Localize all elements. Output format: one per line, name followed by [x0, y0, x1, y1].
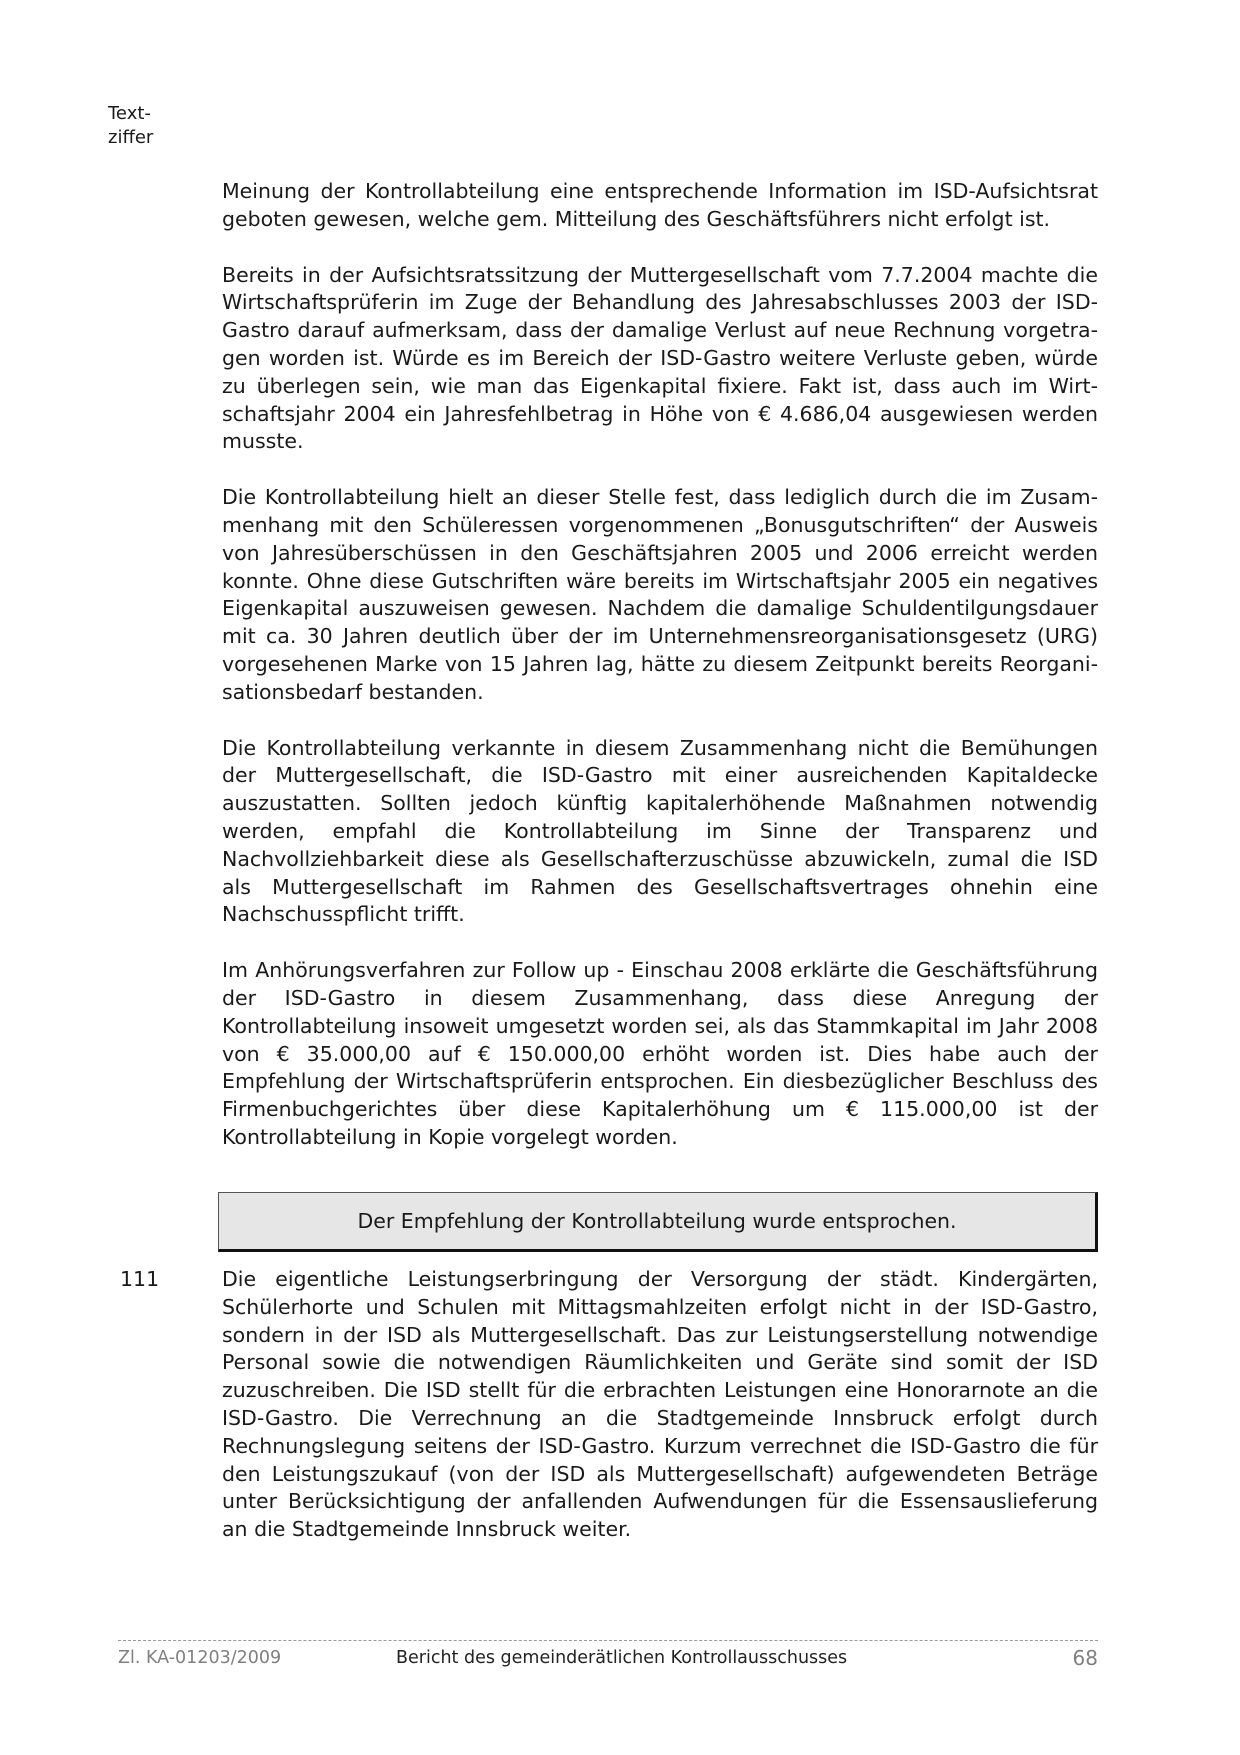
margin-label-textziffer: Text- ziffer [108, 103, 154, 148]
recommendation-box [218, 1192, 1098, 1252]
paragraph-bonusgutschriften: Die Kontrollabteilung hielt an dieser Stelle fest, dass lediglich durch die im Zusammenhang mit den Schüleressen vorgenommenen „Bonusgutschriften“ der Ausweis von Jahresüberschüssen in den Geschäftsjahren 2005 und 2006 erreicht werden konnte. Ohne diese Gutschriften wäre bereits im Wirtschaftsjahr 2005 ein negatives Eigenkapital auszuweisen gewesen. Nachdem die damalige Schuldentilgungsdauer mit ca. 30 Jahren deutlich über der im Unternehmensreorganisationsgesetz (URG) vorgesehenen Marke von 15 Jahren lag, hätte zu diesem Zeitpunkt bereits Reorganisationsbedarf bestanden. [222, 485, 1098, 704]
paragraph-aufsichtsratssitzung-2004: Bereits in der Aufsichtsratssitzung der Muttergesellschaft vom 7.7.2004 machte die Wirtschaftsprüferin im Zuge der Behandlung des Jahresabschlusses 2003 der ISD-Gastro darauf aufmerksam, dass der damalige Verlust auf neue Rechnung vorgetragen worden ist. Würde es im Bereich der ISD-Gastro weitere Verluste geben, würde zu überlegen sein, wie man das Eigenkapital fixiere. Fakt ist, dass auch im Wirtschaftsjahr 2004 ein Jahresfehlbetrag in Höhe von € 4.686,04 ausgewiesen werden musste. [222, 262, 1098, 454]
paragraph-anhoerungsverfahren: Im Anhörungsverfahren zur Follow up - Einschau 2008 erklärte die Geschäftsführung der ISD-Gastro in diesem Zusammenhang, dass diese Anregung der Kontrollabteilung insoweit umgesetzt worden sei, als das Stammkapital im Jahr 2008 von € 35.000,00 auf € 150.000,00 erhöht worden ist. Dies habe auch der Empfehlung der Wirtschaftsprüferin entsprochen. Ein diesbezüglicher Beschluss des Firmenbuchgerichtes über diese Kapitalerhöhung um € 115.000,00 ist der Kontrollabteilung in Kopie vorgelegt worden. [222, 958, 1098, 1149]
page-footer [118, 1646, 1098, 1670]
report-body [222, 178, 1098, 1252]
footer-title: Bericht des gemeinderätlichen Kontrollausschusses [396, 1648, 848, 1668]
section-number: 111 [120, 1267, 160, 1291]
recommendation-text: Der Empfehlung der Kontrollabteilung wurde entsprochen. [357, 1208, 957, 1233]
section-text: Die eigentliche Leistungserbringung der Versorgung der städt. Kindergärten, Schülerhorte und Schulen mit Mittagsmahlzeiten erfolgt nicht in der ISD-Gastro, sondern in der ISD als Muttergesellschaft. Das zur Leistungserstellung notwendige Personal sowie die notwendigen Räumlichkeiten und Geräte sind somit der ISD zuzuschreiben. Die ISD stellt für die erbrachten Leistungen eine Honorarnote an die ISD-Gastro. Die Verrechnung an die Stadtgemeinde Innsbruck erfolgt durch Rechnungslegung seitens der ISD-Gastro. Kurzum verrechnet die ISD-Gastro die für den Leistungszukauf (von der ISD als Muttergesellschaft) aufgewendeten Beträge unter Berücksichtigung der anfallenden Aufwendungen für die Essensauslieferung an die Stadtgemeinde Innsbruck weiter. [222, 1267, 1098, 1542]
paragraph-information-aufsichtsrat: Meinung der Kontrollabteilung eine entsprechende Information im ISD-Aufsichtsrat geboten gewesen, welche gem. Mitteilung des Geschäftsführers nicht erfolgt ist. [222, 179, 1098, 231]
footer-page-number: 68 [1072, 1646, 1098, 1670]
footer-reference: Zl. KA-01203/2009 [118, 1648, 282, 1668]
footer-divider [118, 1640, 1098, 1641]
paragraph-kapitaldecke-empfehlung: Die Kontrollabteilung verkannte in diesem Zusammenhang nicht die Bemühungen der Muttergesellschaft, die ISD-Gastro mit einer ausreichenden Kapitaldecke auszustatten. Sollten jedoch künftig kapitalerhöhende Maßnahmen notwendig werden, empfahl die Kontrollabteilung im Sinne der Transparenz und Nachvollziehbarkeit diese als Gesellschafterzuschüsse abzuwickeln, zumal die ISD als Muttergesellschaft im Rahmen des Gesellschaftsvertrages ohnehin eine Nachschusspflicht trifft. [222, 735, 1098, 927]
